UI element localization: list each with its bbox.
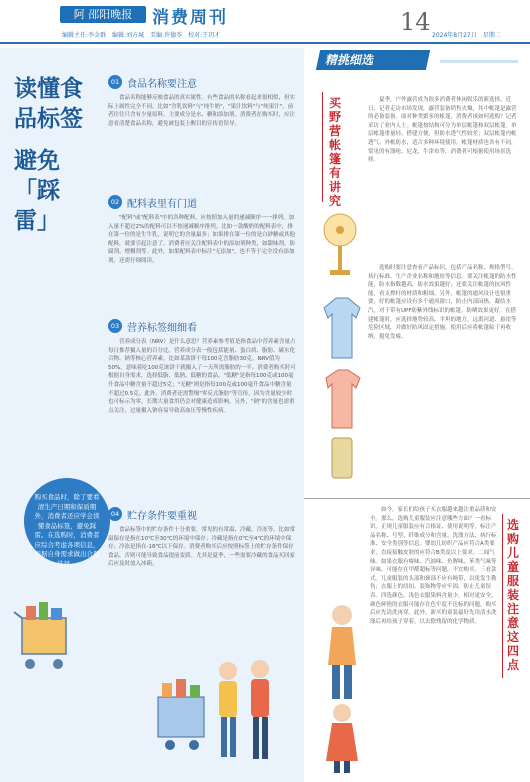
shoppers-illustration — [150, 645, 290, 770]
headline-line-1: 读懂食品标签 — [14, 75, 83, 132]
pull-quote: 购买食品时，除了要看清生产日期和保质期外，消费者还应学会读懂食品标签，避免踩雷。在选购时，消费者应综合考虑各项信息，根据自身需求做出合理选择。 — [24, 478, 110, 564]
tent-article-body-1: 夏季，户外露营成为很多消费者休闲娱乐的新选择。近日，记者走访市场发现，露营装备销售火爆，其中帐篷是露营的必备装备。面对种类繁多的帐篷，消费者该如何选购？记者采访了业内人士。帐篷按结构可分为单层帐篷和双层帐篷。单层帐篷重量轻、搭建方便，但防水透气性较差；双层帐篷内帐透气、外帐防水，适合多种环境使用。帐篷材质也各有不同，常见的有涤纶、尼龙、牛津布等，消费者可根据使用场景选择。 — [368, 97, 517, 164]
section-2 — [108, 194, 296, 332]
kids-clothing-article-title: 选 购 儿 童 服 装 注 意 这 四 点 — [506, 518, 519, 672]
section-3 — [108, 318, 296, 496]
section-title: 食品名称要注意 — [127, 78, 197, 90]
section-4 — [108, 506, 296, 608]
headline-line-2: 避免「踩雷」 — [14, 147, 60, 234]
section-body: "配料"或"配料表"中的各种配料，应按照加入量的递减顺序一一排列。加入量不超过2%的配料可以不按递减顺序排列。比如一款酸奶的配料表中，排在第一位的是生牛乳，说明它的含量最多；如果排在第一位的是白砂糖或其他配料，就要引起注意了。消费者应关注配料表中的添加剂种类，如甜味剂、防腐剂、增稠剂等。此外，如果配料表中标注"无添加"，也不等于完全没有添加剂，还需仔细阅读。 — [108, 215, 296, 264]
section-number: 04 — [108, 507, 122, 521]
section-1 — [108, 74, 296, 188]
page-number: 14 — [400, 8, 431, 36]
section-title: 贮存条件要重视 — [127, 510, 197, 522]
column-banner: 精挑细选 — [316, 50, 430, 70]
kids-clothes-illustration — [314, 288, 370, 488]
newspaper-logo: 阿 邵阳晚报 — [60, 6, 146, 23]
section-body: 食品标签中的贮存条件十分重要，常见的有常温、冷藏、冷冻等。比如常温保存是指在10℃至30℃的环境中保存；冷藏是指在0℃至4℃的环境中保存；冷冻是指在-18℃以下保存。消费者购买后应按照标签上的贮存条件保存食品，否则可能导致食品提前变质。尤其是夏季，一些需要冷藏的食品买回家后应及时放入冰箱。 — [108, 527, 296, 568]
section-number: 02 — [108, 195, 122, 209]
kids-clothing-article-body: 如今，家长们给孩子买衣服越来越注重品质和安全。那么，选购儿童服装应注意哪些方面？一看标识。正规儿童服装应有合格证、使用说明等，标注产品名称、号型、纤维成分和含量、洗涤方法、执行标准、安全类别等信息。婴幼儿纺织产品应符合A类要求，直接接触皮肤的应符合B类及以上要求。二闻气味。如果衣服有霉味、汽油味、鱼腥味、苯类气味等异味，可能存在甲醛超标等问题，不宜购买。三看款式。儿童服装的头部和颈部不应有绳带，以免发生勒伤；衣服上的纽扣、装饰物等应牢固，防止儿童误吞。四选颜色。浅色衣服染料含量少，相对更安全，颜色鲜艳的衣服可能存在色牢度不达标的问题，购买后应先清洗再穿。此外，新买的童装最好先用清水洗涤后再给孩子穿着，以去除残留的化学物质。 — [370, 507, 497, 625]
page-title: 消费周刊 — [152, 8, 228, 28]
title-rule — [502, 514, 503, 678]
section-title: 配料表里有门道 — [127, 198, 197, 210]
shopping-trolley-illustration — [12, 598, 78, 678]
staff-credits: 编辑主任:李金群 编辑:刘方城 美编:许德苓 校对:王玥才 — [62, 32, 221, 39]
left-headline — [14, 74, 92, 236]
tent-article-title: 买 野 营 帐 篷 有 讲 究 — [328, 96, 341, 208]
section-body: 营养成分表（NRV）是什么意思？营养素参考值是指食品中营养素含量占每日推荐摄入量的百分比。营养成分表一般包括能量、蛋白质、脂肪、碳水化合物、钠等核心营养素。比如某款饼干每100克含脂肪30克，NRV值为50%，意味着吃100克该饼干就摄入了一天所需脂肪的一半。消费者购买时可根据自身需求，选择低脂、低钠、低糖的食品。"低糖"是指每100克或100毫升食品中糖含量不超过5克；"无糖"则是指每100克或100毫升食品中糖含量不超过0.5克。此外，消费者还需警惕"零反式脂肪"等宣传，因为含量较少时也可标示为零，长期大量食用仍会对健康造成影响。另外，"钠"的含量也需重点关注，过量摄入钠容易导致高血压等慢性疾病。 — [108, 339, 296, 414]
section-number: 01 — [108, 75, 122, 89]
section-body: 食品名称能够反映食品的真实属性。有些食品的名称看起来很相似，但实际上属性完全不同。比如"含乳饮料"与"纯牛奶"，"果汁饮料"与"纯果汁"，前者往往只含有少量原料，主要成分是水、糖和添加剂。消费者在购买时，应注意看清楚食品名称，避免被包装上醒目的宣传语误导。 — [108, 95, 296, 127]
section-title: 营养标签细细看 — [127, 322, 197, 334]
children-illustration — [314, 595, 370, 775]
section-number: 03 — [108, 319, 122, 333]
banner-stripe — [440, 60, 518, 63]
date-info: 2024年8月27日 星期二 — [432, 32, 501, 39]
column-divider — [304, 498, 530, 499]
title-rule — [322, 92, 323, 202]
tent-article-body-2: 选购时要注意查看产品标识，包括产品名称、规格型号、执行标准、生产企业名称和地址等信息。要关注帐篷的防水性能，防水指数越高，防水效果越好；还要关注帐篷的抗风性能，看支撑杆的材质和粗细。另外，帐篷的通风设计也很重要，好的帐篷应设有多个通风窗口，防止内部闷热、凝结水汽。对于带有UPF防紫外线标识的帐篷，防晒效果更好。在搭建帐篷时，应选择地势较高、平坦的地方，远离河道、悬崖等危险区域，并做好防风固定措施。使用后应将帐篷晾干再收纳，避免发霉。 — [368, 265, 517, 340]
page-header — [0, 0, 530, 44]
fan-illustration — [318, 210, 362, 280]
